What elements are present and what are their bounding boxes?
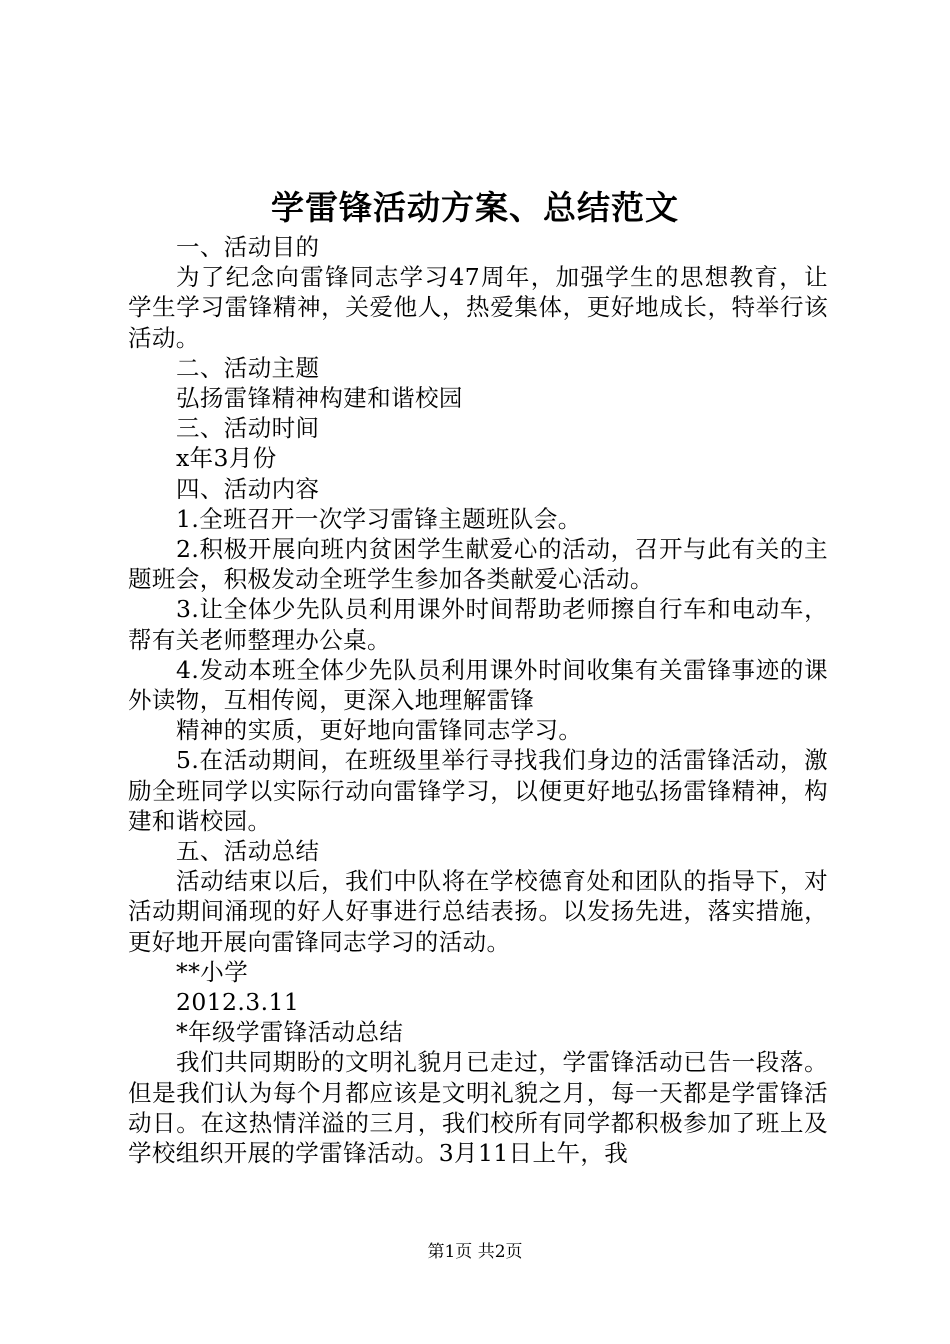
paragraph: 三、活动时间 [176, 414, 320, 443]
paragraph: 2012.3.11 [176, 988, 300, 1017]
paragraph: 弘扬雷锋精神构建和谐校园 [176, 384, 463, 413]
page-number-footer: 第1页 共2页 [427, 1242, 523, 1262]
paragraph: 3.让全体少先队员利用课外时间帮助老师擦自行车和电动车，帮有关老师整理办公桌。 [128, 595, 828, 654]
paragraph: 为了纪念向雷锋同志学习47周年，加强学生的思想教育，让学生学习雷锋精神，关爱他人，热爱集体，更好地成长，特举行该活动。 [128, 263, 828, 352]
paragraph: *年级学雷锋活动总结 [176, 1018, 404, 1047]
paragraph: 活动结束以后，我们中队将在学校德育处和团队的指导下，对活动期间涌现的好人好事进行总结表扬。以发扬先进，落实措施，更好地开展向雷锋同志学习的活动。 [128, 867, 828, 956]
paragraph: 2.积极开展向班内贫困学生献爱心的活动，召开与此有关的主题班会，积极发动全班学生参加各类献爱心活动。 [128, 535, 828, 594]
paragraph: x年3月份 [176, 444, 277, 473]
paragraph: 五、活动总结 [176, 837, 320, 866]
document-body [128, 232, 828, 1168]
paragraph: 5.在活动期间，在班级里举行寻找我们身边的活雷锋活动，激励全班同学以实际行动向雷锋学习，以便更好地弘扬雷锋精神，构建和谐校园。 [128, 746, 828, 835]
paragraph: 一、活动目的 [176, 233, 320, 261]
paragraph: 我们共同期盼的文明礼貌月已走过，学雷锋活动已告一段落。但是我们认为每个月都应该是文明礼貌之月，每一天都是学雷锋活动日。在这热情洋溢的三月，我们校所有同学都积极参加了班上及学校组织开展的学雷锋活动。3月11日上午，我 [128, 1048, 828, 1168]
paragraph: 四、活动内容 [176, 474, 320, 503]
paragraph: 精神的实质，更好地向雷锋同志学习。 [176, 716, 583, 745]
paragraph: 4.发动本班全体少先队员利用课外时间收集有关雷锋事迹的课外读物，互相传阅，更深入地理解雷锋 [128, 655, 828, 715]
document-title: 学雷锋活动方案、总结范文 [271, 188, 679, 227]
paragraph: 1.全班召开一次学习雷锋主题班队会。 [176, 504, 582, 533]
paragraph: **小学 [176, 957, 249, 986]
paragraph: 二、活动主题 [176, 353, 320, 382]
